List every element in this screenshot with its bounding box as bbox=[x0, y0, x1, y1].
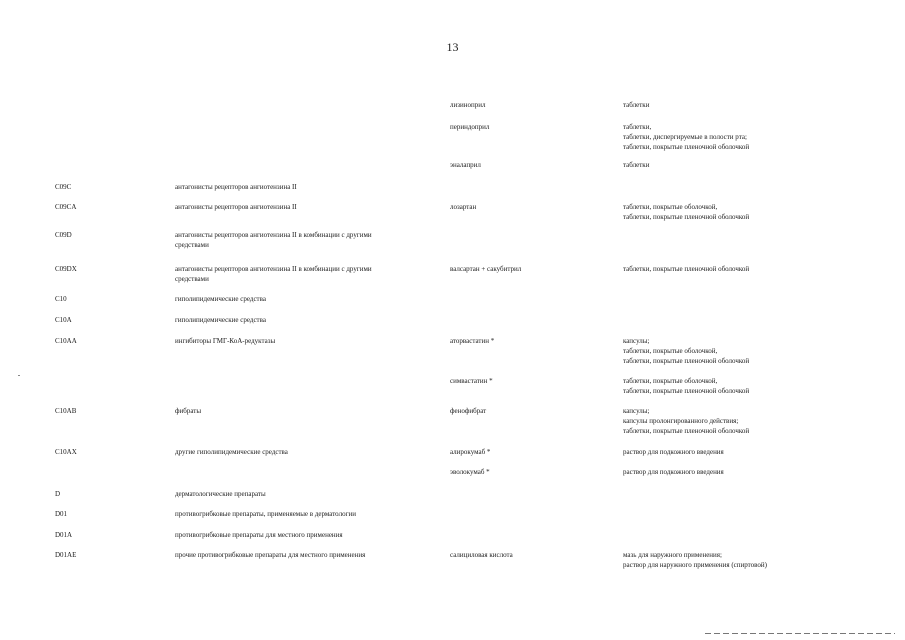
atc-code: C09DX bbox=[55, 265, 77, 273]
dosage-form-line: таблетки, покрытые пленочной оболочкой bbox=[623, 357, 750, 365]
group-line: средствами bbox=[175, 241, 209, 249]
dosage-form bbox=[623, 376, 823, 396]
group-line: антагонисты рецепторов ангиотензина II в комбинации с другими bbox=[175, 265, 372, 273]
dosage-form bbox=[623, 264, 823, 274]
atc-code: C10AA bbox=[55, 337, 77, 345]
atc-code: C10AB bbox=[55, 407, 77, 415]
anatomical-therapeutic-group bbox=[175, 406, 445, 416]
dosage-form-line: таблетки bbox=[623, 101, 650, 109]
anatomical-therapeutic-group bbox=[175, 315, 445, 325]
dosage-form bbox=[623, 447, 823, 457]
anatomical-therapeutic-group bbox=[175, 336, 445, 346]
drug-name: фенофибрат bbox=[450, 407, 487, 415]
dosage-form-line: таблетки, покрытые оболочкой, bbox=[623, 377, 718, 385]
anatomical-therapeutic-group bbox=[175, 182, 445, 192]
group-line: ингибиторы ГМГ-КоА-редуктазы bbox=[175, 337, 276, 345]
group-line: антагонисты рецепторов ангиотензина II в комбинации с другими bbox=[175, 231, 372, 239]
atc-code: D01AE bbox=[55, 551, 77, 559]
drug-name: валсартан + сакубитрил bbox=[450, 265, 522, 273]
dosage-form bbox=[623, 202, 823, 222]
dosage-form-line: капсулы; bbox=[623, 337, 650, 345]
dosage-form-line: капсулы пролонгированного действия; bbox=[623, 417, 739, 425]
group-line: фибраты bbox=[175, 407, 202, 415]
anatomical-therapeutic-group bbox=[175, 264, 445, 284]
atc-code: C10 bbox=[55, 295, 67, 303]
anatomical-therapeutic-group bbox=[175, 509, 445, 519]
dosage-form-line: капсулы; bbox=[623, 407, 650, 415]
dosage-form-line: раствор для подкожного введения bbox=[623, 448, 724, 456]
scan-edge-artifact bbox=[705, 633, 895, 634]
drug-name: алирокумаб * bbox=[450, 448, 491, 456]
group-line: противогрибковые препараты для местного применения bbox=[175, 531, 343, 539]
drug-name: салициловая кислота bbox=[450, 551, 513, 559]
drug-name: эволокумаб * bbox=[450, 468, 490, 476]
drug-name: симвастатин * bbox=[450, 377, 493, 385]
dosage-form bbox=[623, 406, 823, 436]
dosage-form bbox=[623, 467, 823, 477]
group-line: антагонисты рецепторов ангиотензина II bbox=[175, 183, 297, 191]
atc-code: C10A bbox=[55, 316, 72, 324]
dosage-form-line: таблетки, bbox=[623, 123, 652, 131]
dosage-form-line: таблетки, покрытые пленочной оболочкой bbox=[623, 265, 750, 273]
anatomical-therapeutic-group bbox=[175, 447, 445, 457]
dosage-form-line: таблетки, диспергируемые в полости рта; bbox=[623, 133, 747, 141]
atc-code: C09D bbox=[55, 231, 72, 239]
anatomical-therapeutic-group bbox=[175, 230, 445, 250]
atc-code: D01A bbox=[55, 531, 73, 539]
atc-code: C10AX bbox=[55, 448, 77, 456]
anatomical-therapeutic-group bbox=[175, 294, 445, 304]
dosage-form bbox=[623, 100, 823, 110]
dosage-form-line: таблетки bbox=[623, 161, 650, 169]
dosage-form-line: таблетки, покрытые пленочной оболочкой bbox=[623, 213, 750, 221]
dosage-form bbox=[623, 550, 823, 570]
dosage-form bbox=[623, 336, 823, 366]
page-number: 13 bbox=[446, 40, 459, 54]
atc-code: D bbox=[55, 490, 61, 498]
anatomical-therapeutic-group bbox=[175, 530, 445, 540]
group-line: противогрибковые препараты, применяемые в дерматологии bbox=[175, 510, 356, 518]
dosage-form-line: мазь для наружного применения; bbox=[623, 551, 722, 559]
dosage-form-line: раствор для наружного применения (спиртовой) bbox=[623, 561, 767, 569]
scan-speck bbox=[18, 375, 20, 376]
atc-code: C09CA bbox=[55, 203, 77, 211]
group-line: прочие противогрибковые препараты для местного применения bbox=[175, 551, 366, 559]
drug-name: периндоприл bbox=[450, 123, 490, 131]
atc-code: D01 bbox=[55, 510, 68, 518]
dosage-form bbox=[623, 122, 823, 152]
group-line: дерматологические препараты bbox=[175, 490, 266, 498]
dosage-form bbox=[623, 160, 823, 170]
group-line: антагонисты рецепторов ангиотензина II bbox=[175, 203, 297, 211]
drug-name: аторвастатин * bbox=[450, 337, 495, 345]
group-line: средствами bbox=[175, 275, 209, 283]
group-line: другие гиполипидемические средства bbox=[175, 448, 288, 456]
group-line: гиполипидемические средства bbox=[175, 316, 266, 324]
atc-code: C09C bbox=[55, 183, 72, 191]
dosage-form-line: таблетки, покрытые оболочкой, bbox=[623, 203, 718, 211]
anatomical-therapeutic-group bbox=[175, 202, 445, 212]
dosage-form-line: раствор для подкожного введения bbox=[623, 468, 724, 476]
anatomical-therapeutic-group bbox=[175, 550, 445, 560]
anatomical-therapeutic-group bbox=[175, 489, 445, 499]
drug-name: лизиноприл bbox=[450, 101, 486, 109]
drug-name: эналаприл bbox=[450, 161, 481, 169]
dosage-form-line: таблетки, покрытые пленочной оболочкой bbox=[623, 387, 750, 395]
group-line: гиполипидемические средства bbox=[175, 295, 266, 303]
dosage-form-line: таблетки, покрытые пленочной оболочкой bbox=[623, 427, 750, 435]
dosage-form-line: таблетки, покрытые оболочкой, bbox=[623, 347, 718, 355]
dosage-form-line: таблетки, покрытые пленочной оболочкой bbox=[623, 143, 750, 151]
drug-name: лозартан bbox=[450, 203, 477, 211]
